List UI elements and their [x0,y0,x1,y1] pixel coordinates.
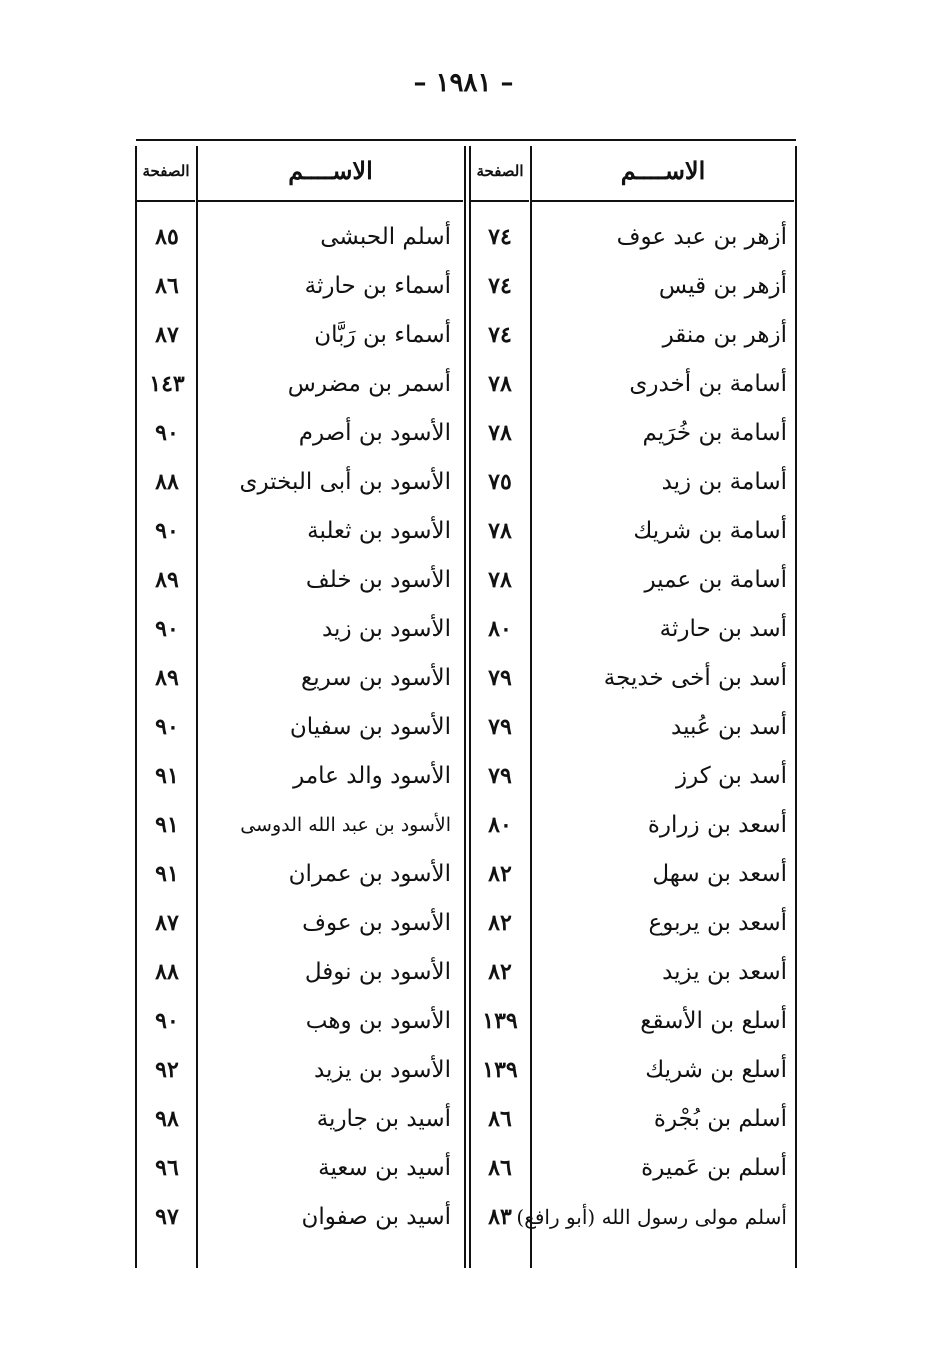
page-number: – ١٩٨١ – [413,68,514,98]
right-entry-name: أسد بن أخى خديجة [603,665,787,691]
table-row [0,1193,927,1242]
left-entry-name: الأسود بن سريع [300,665,451,691]
table-row [0,556,927,605]
left-entry-name: الأسود بن أبى البخترى [239,469,451,495]
table-row [0,458,927,507]
right-entry-page: ٨٣ [488,1204,512,1230]
right-entry-name: أسلم بن بُجْرة [653,1106,787,1132]
left-entry-page: ٩٢ [155,1057,179,1083]
left-entry-page: ٨٨ [155,959,179,985]
left-entry-page: ٨٦ [155,273,179,299]
left-entry-name: أسيد بن جارية [316,1106,451,1132]
table-row [0,703,927,752]
left-entry-page: ٩١ [155,812,179,838]
table-row [0,605,927,654]
left-entry-page: ٨٥ [155,224,179,250]
left-entry-name: أسماء بن رَبَّان [314,322,451,348]
left-entry-name: الأسود والد عامر [293,763,451,789]
table-row [0,899,927,948]
right-entry-name: أسلع بن الأسقع [640,1008,787,1034]
right-entry-page: ٧٨ [488,371,512,397]
right-name-header: الاســــم [620,156,706,185]
right-entry-name: أسعد بن يزيد [662,959,787,985]
table-row [0,654,927,703]
right-entry-name: أزهر بن عبد عوف [616,224,787,250]
left-entry-page: ٩٨ [155,1106,179,1132]
left-entry-name: الأسود بن يزيد [313,1057,451,1083]
table-row [0,409,927,458]
right-entry-name: أسلع بن شريك [645,1057,787,1083]
right-entry-page: ٧٤ [488,224,512,250]
right-entry-name: أسعد بن زرارة [647,812,787,838]
left-entry-name: أسيد بن صفوان [301,1204,451,1230]
left-entry-page: ٩٠ [155,1008,179,1034]
right-entry-page: ١٣٩ [482,1057,518,1083]
right-entry-name: أسامة بن عمير [644,567,787,593]
right-entry-name: أسد بن حارثة [659,616,787,642]
right-entry-name: أسد بن عُبيد [671,714,787,740]
left-entry-page: ٨٩ [155,567,179,593]
table-row [0,948,927,997]
right-entry-name: أزهر بن منقر [662,322,787,348]
right-entry-page: ٨٠ [488,616,512,642]
left-entry-name: الأسود بن ثعلبة [307,518,451,544]
table-row [0,1095,927,1144]
right-entry-page: ٧٩ [488,714,512,740]
table-row [0,752,927,801]
right-entry-page: ٨٠ [488,812,512,838]
right-entry-page: ١٣٩ [482,1008,518,1034]
right-entry-page: ٨٦ [488,1155,512,1181]
right-entry-page: ٨٦ [488,1106,512,1132]
left-entry-name: الأسود بن عوف [302,910,451,936]
right-entry-name: أسعد بن سهل [652,861,787,887]
left-entry-page: ٩١ [155,763,179,789]
left-entry-name: الأسود بن زيد [321,616,451,642]
left-entry-name: أسيد بن سعية [318,1155,451,1181]
left-entry-page: ٩٠ [155,714,179,740]
left-entry-name: الأسود بن خلف [305,567,451,593]
left-entry-page: ٨٧ [155,322,179,348]
table-row [0,262,927,311]
left-entry-name: الأسود بن سفيان [289,714,451,740]
left-entry-page: ٨٧ [155,910,179,936]
right-entry-name: أسلم بن عَميرة [641,1155,787,1181]
left-entry-page: ٨٩ [155,665,179,691]
left-entry-name: الأسود بن عمران [288,861,451,887]
right-entry-page: ٨٢ [488,861,512,887]
right-entry-name: أسامة بن خُرَيم [642,420,787,446]
right-entry-page: ٧٤ [488,322,512,348]
table-headers [0,150,927,200]
right-entry-page: ٨٢ [488,959,512,985]
right-entry-name: أسامة بن أخدرى [629,371,787,397]
right-entry-name: أسامة بن شريك [633,518,787,544]
right-entry-page: ٧٨ [488,518,512,544]
header-underline [532,200,794,202]
right-entry-name: أسعد بن يربوع [648,910,787,936]
right-entry-page: ٧٨ [488,420,512,446]
table-row [0,507,927,556]
left-entry-name: أسمر بن مضرس [287,371,451,397]
table-row [0,1144,927,1193]
index-rows [0,213,927,1242]
table-row [0,850,927,899]
left-entry-page: ٩٠ [155,420,179,446]
left-entry-page: ٩١ [155,861,179,887]
table-row [0,1046,927,1095]
table-row [0,801,927,850]
table-row [0,997,927,1046]
right-entry-page: ٧٤ [488,273,512,299]
header-underline [137,200,195,202]
table-row [0,213,927,262]
right-entry-name: أسد بن كرز [675,763,787,789]
left-entry-name: الأسود بن أصرم [298,420,451,446]
left-entry-page: ٩٠ [155,616,179,642]
top-rule [136,139,796,141]
left-name-header: الاســــم [288,156,373,185]
left-entry-page: ٩٧ [155,1204,179,1230]
left-entry-name: أسماء بن حارثة [304,273,451,299]
right-entry-name: أسلم مولى رسول الله (أبو رافع) [516,1205,787,1229]
table-row [0,311,927,360]
left-entry-name: أسلم الحبشى [320,224,451,250]
right-entry-page: ٧٩ [488,763,512,789]
right-page-header: الصفحة [476,162,524,180]
header-underline [198,200,463,202]
left-entry-page: ١٤٣ [149,371,185,397]
left-entry-name: الأسود بن نوفل [304,959,451,985]
header-underline [471,200,529,202]
right-entry-name: أسامة بن زيد [661,469,787,495]
right-entry-page: ٧٥ [488,469,512,495]
right-entry-page: ٧٨ [488,567,512,593]
right-entry-page: ٨٢ [488,910,512,936]
right-entry-name: أزهر بن قيس [658,273,787,299]
left-entry-name: الأسود بن عبد الله الدوسى [240,814,451,836]
left-entry-page: ٩٦ [155,1155,179,1181]
table-row [0,360,927,409]
right-entry-page: ٧٩ [488,665,512,691]
left-entry-page: ٩٠ [155,518,179,544]
left-page-header: الصفحة [142,162,190,180]
left-entry-page: ٨٨ [155,469,179,495]
left-entry-name: الأسود بن وهب [305,1008,451,1034]
